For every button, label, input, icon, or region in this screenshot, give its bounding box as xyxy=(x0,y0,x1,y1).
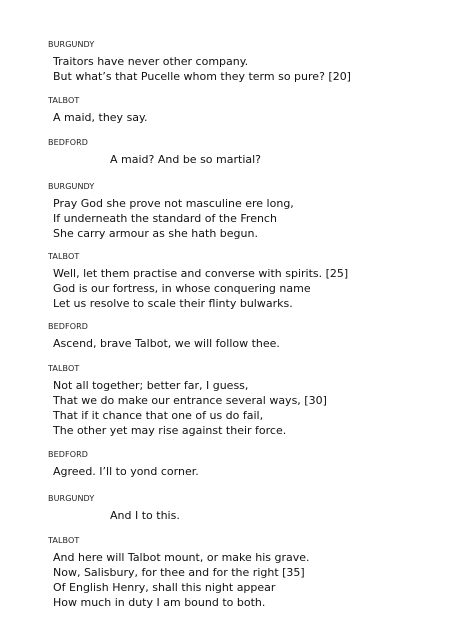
speech-lines xyxy=(53,110,147,125)
speech-line: If underneath the standard of the French xyxy=(53,212,277,225)
speech-line: Of English Henry, shall this night appear xyxy=(53,581,276,594)
speech-line: But what’s that Pucelle whom they term so pure? [20] xyxy=(53,70,351,83)
speech-line: A maid, they say. xyxy=(53,111,148,124)
speech-line: Well, let them practise and converse with spirits. [25] xyxy=(53,267,349,280)
speaker-name: BURGUNDY xyxy=(48,494,95,503)
speech-line: And here will Talbot mount, or make his grave. xyxy=(53,551,310,564)
speaker-name: BURGUNDY xyxy=(48,182,95,191)
speaker-name: BEDFORD xyxy=(48,450,89,459)
speech-lines xyxy=(53,336,280,351)
speech-line: Agreed. I’ll to yond corner. xyxy=(53,465,199,478)
speaker-name: BURGUNDY xyxy=(48,40,95,49)
speech-line: How much in duty I am bound to both. xyxy=(53,596,266,609)
speech-lines xyxy=(110,152,261,167)
speech-line: The other yet may rise against their force. xyxy=(53,424,287,437)
speech-lines xyxy=(110,508,180,523)
speech-line: Not all together; better far, I guess, xyxy=(53,379,249,392)
speech-line: And I to this. xyxy=(110,509,180,522)
speaker-name: BEDFORD xyxy=(48,138,89,147)
speech-lines xyxy=(53,550,310,610)
speech-line: Ascend, brave Talbot, we will follow thee. xyxy=(53,337,280,350)
speech-lines xyxy=(53,266,348,311)
speech-line: God is our fortress, in whose conquering name xyxy=(53,282,311,295)
speech-line: Traitors have never other company. xyxy=(53,55,249,68)
speech-line: Now, Salisbury, for thee and for the right [35] xyxy=(53,566,305,579)
speaker-name: BEDFORD xyxy=(48,322,89,331)
speaker-name: TALBOT xyxy=(48,252,80,261)
speaker-name: TALBOT xyxy=(48,96,80,105)
speech-line: That if it chance that one of us do fail, xyxy=(53,409,264,422)
speech-lines xyxy=(53,464,199,479)
speaker-name: TALBOT xyxy=(48,364,80,373)
speech-lines xyxy=(53,378,327,438)
speech-line: Let us resolve to scale their flinty bulwarks. xyxy=(53,297,293,310)
speech-line: Pray God she prove not masculine ere long, xyxy=(53,197,294,210)
speaker-name: TALBOT xyxy=(48,536,80,545)
speech-line: A maid? And be so martial? xyxy=(110,153,262,166)
speech-lines xyxy=(53,196,294,241)
speech-line: She carry armour as she hath begun. xyxy=(53,227,258,240)
speech-lines xyxy=(53,54,351,84)
speech-line: That we do make our entrance several ways, [30] xyxy=(53,394,327,407)
